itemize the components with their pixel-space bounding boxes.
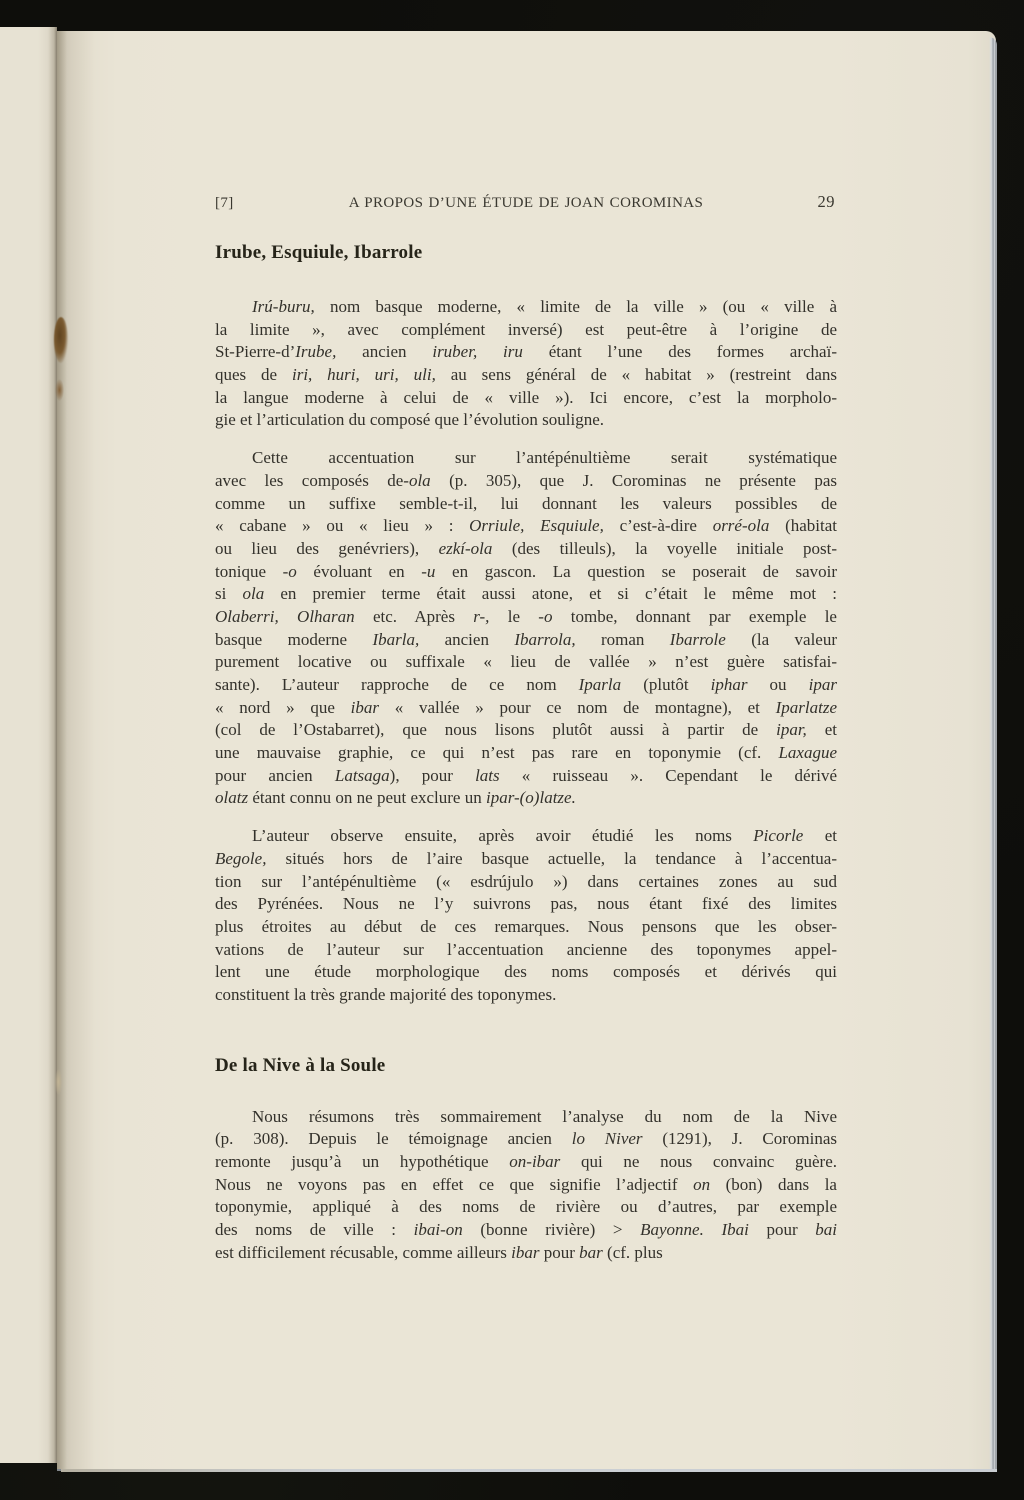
italic-term: Iparla xyxy=(578,675,622,694)
running-header xyxy=(215,191,837,212)
text-line: « nord » que ibar « vallée » pour ce nom de montagne), et Iparlatze xyxy=(215,697,837,717)
italic-term: lo Niver xyxy=(571,1129,643,1149)
text-line: des Pyrénées. Nous ne l’y suivrons pas, nous étant fixé des limites xyxy=(215,894,837,914)
italic-term: Ibarla, xyxy=(372,629,420,649)
book-page xyxy=(57,31,996,1469)
italic-term: Ibarrola, xyxy=(514,629,576,649)
text-line: (p. 308). Depuis le témoignage ancien lo Niver (1291), J. Corominas xyxy=(215,1129,838,1149)
text-line: constituent la très grande majorité des toponymes. xyxy=(215,984,557,1004)
paragraph xyxy=(215,1106,837,1265)
page-stack-edge xyxy=(989,37,997,1471)
text-line: ou lieu des genévriers), ezkí-ola (des tilleuls), la voyelle initiale post- xyxy=(215,538,837,558)
text-line: la limite », avec complément inversé) est peut-être à l’origine de xyxy=(215,319,837,339)
italic-term: ezkí-ola xyxy=(438,538,493,558)
italic-term: ola xyxy=(242,584,265,604)
text-line: Cette accentuation sur l’antépénultième serait systématique xyxy=(252,448,837,468)
section-irube xyxy=(215,241,837,1007)
italic-term: lats xyxy=(475,765,500,785)
italic-term: on-ibar xyxy=(509,1152,561,1171)
text-line: olatz étant connu on ne peut exclure un ipar-(o)latze. xyxy=(215,788,576,808)
italic-term: -o xyxy=(538,606,553,626)
section-bracket-number: [7] xyxy=(215,195,234,211)
text-line: la langue moderne à celui de « ville »). Ici encore, c’est la morpholo- xyxy=(215,387,837,407)
paragraph xyxy=(215,447,837,810)
text-line: tonique -o évoluant en -u en gascon. La question se poserait de savoir xyxy=(215,561,837,581)
text-line: une mauvaise graphie, ce qui n’est pas rare en toponymie (cf. Laxague xyxy=(215,743,837,763)
section-heading: Irube, Esquiule, Ibarrole xyxy=(215,242,423,263)
italic-term: Picorle xyxy=(753,826,804,846)
text-line: Olaberri, Olharan etc. Après r-, le -o tombe, donnant par exemple le xyxy=(215,606,837,626)
text-line: si ola en premier terme était aussi atone, et si c’était le même mot : xyxy=(215,584,837,604)
text-line: basque moderne Ibarla, ancien Ibarrola, roman Ibarrole (la valeur xyxy=(215,629,838,649)
italic-term: -o xyxy=(282,561,297,581)
text-line: Nous résumons très sommairement l’analyse du nom de la Nive xyxy=(252,1106,837,1126)
text-line: Begole, situés hors de l’aire basque actuelle, la tendance à l’accentua- xyxy=(215,848,837,868)
italic-term: r-, xyxy=(473,606,490,626)
italic-term: Laxague xyxy=(778,743,837,763)
text-line: des noms de ville : ibai-on (bonne rivière) > Bayonne. Ibai pour bai xyxy=(215,1220,837,1240)
italic-term: Bayonne. Ibai xyxy=(640,1220,749,1240)
ink-stain-small xyxy=(55,379,64,401)
italic-term: on xyxy=(693,1174,711,1194)
italic-term: iruber, iru xyxy=(432,342,523,362)
previous-page-edge xyxy=(0,27,57,1463)
text-line: ques de iri, huri, uri, uli, au sens général de « habitat » (restreint dans xyxy=(215,365,837,385)
section-paragraphs xyxy=(215,296,837,1007)
text-line: remonte jusqu’à un hypothétique on-ibar qui ne nous convainc guère. xyxy=(215,1152,837,1171)
gutter-shadow xyxy=(57,31,97,1469)
running-title: A PROPOS D’UNE ÉTUDE DE JOAN COROMINAS xyxy=(348,195,704,211)
italic-term: -u xyxy=(421,561,436,581)
italic-term: orré-ola xyxy=(712,516,770,536)
text-line: L’auteur observe ensuite, après avoir étudié les noms Picorle et xyxy=(252,826,837,846)
page-number: 29 xyxy=(817,192,835,211)
text-line: sante). L’auteur rapproche de ce nom Iparla (plutôt iphar ou ipar xyxy=(215,675,837,694)
italic-term: Orriule, Esquiule, xyxy=(469,516,604,536)
ink-stain xyxy=(54,317,68,363)
text-line: pour ancien Latsaga), pour lats « ruisseau ». Cependant le dérivé xyxy=(215,765,837,785)
italic-term: Irube, xyxy=(295,342,337,362)
italic-term: ipar-(o)latze. xyxy=(485,788,576,808)
section-heading: De la Nive à la Soule xyxy=(215,1054,386,1076)
text-line: « cabane » ou « lieu » : Orriule, Esquiule, c’est-à-dire orré-ola (habitat xyxy=(215,516,837,536)
text-line: purement locative ou suffixale « lieu de vallée » n’est guère satisfai- xyxy=(215,652,837,672)
italic-term: bar xyxy=(579,1242,603,1262)
italic-term: ipar xyxy=(808,675,837,694)
text-line: toponymie, appliqué à des noms de rivière ou d’autres, par exemple xyxy=(215,1197,837,1217)
italic-term: Iparlatze xyxy=(775,697,837,717)
text-line: lent une étude morphologique des noms composés et dérivés qui xyxy=(215,962,837,982)
text-line: avec les composés de-ola (p. 305), que J. Corominas ne présente pas xyxy=(215,470,837,490)
italic-term: Begole, xyxy=(215,848,267,868)
text-line: vations de l’auteur sur l’accentuation ancienne des toponymes appel- xyxy=(215,939,837,959)
italic-term: Latsaga xyxy=(334,765,390,785)
italic-term: ola xyxy=(408,470,431,490)
paragraph xyxy=(215,825,837,1007)
text-line: St-Pierre-d’Irube, ancien iruber, iru étant l’une des formes archaï- xyxy=(215,342,837,362)
text-line: Nous ne voyons pas en effet ce que signifie l’adjectif on (bon) dans la xyxy=(215,1174,837,1194)
section-paragraphs xyxy=(215,1106,837,1265)
italic-term: ipar, xyxy=(776,720,807,740)
page-bottom-edge xyxy=(61,1469,997,1472)
paragraph xyxy=(215,296,837,432)
italic-term: Irú-buru, xyxy=(252,297,315,316)
binding-nick xyxy=(55,1069,62,1095)
italic-term: Olaberri, Olharan xyxy=(215,606,355,626)
italic-term: ibai-on xyxy=(413,1220,463,1240)
page-content xyxy=(215,191,837,1264)
text-line: Irú-buru, nom basque moderne, « limite de la ville » (ou « ville à xyxy=(252,297,837,316)
text-line: tion sur l’antépénultième (« esdrújulo ») dans certaines zones au sud xyxy=(215,871,837,891)
section-nive-soule xyxy=(215,1054,837,1265)
text-line: plus étroites au début de ces remarques. Nous pensons que les obser- xyxy=(215,916,837,936)
text-line: est difficilement récusable, comme ailleurs ibar pour bar (cf. plus xyxy=(215,1242,663,1262)
italic-term: iphar xyxy=(710,675,748,694)
italic-term: ibar xyxy=(511,1242,540,1262)
text-line: gie et l’articulation du composé que l’évolution souligne. xyxy=(215,410,605,430)
italic-term: ibar xyxy=(350,697,379,717)
text-line: comme un suffixe semble-t-il, lui donnant les valeurs possibles de xyxy=(215,493,837,513)
italic-term: Ibarrole xyxy=(669,629,726,649)
italic-term: bai xyxy=(815,1220,837,1240)
italic-term: iri, huri, uri, uli, xyxy=(291,365,436,385)
italic-term: olatz xyxy=(215,788,249,808)
text-line: (col de l’Ostabarret), que nous lisons plutôt aussi à partir de ipar, et xyxy=(215,720,837,740)
